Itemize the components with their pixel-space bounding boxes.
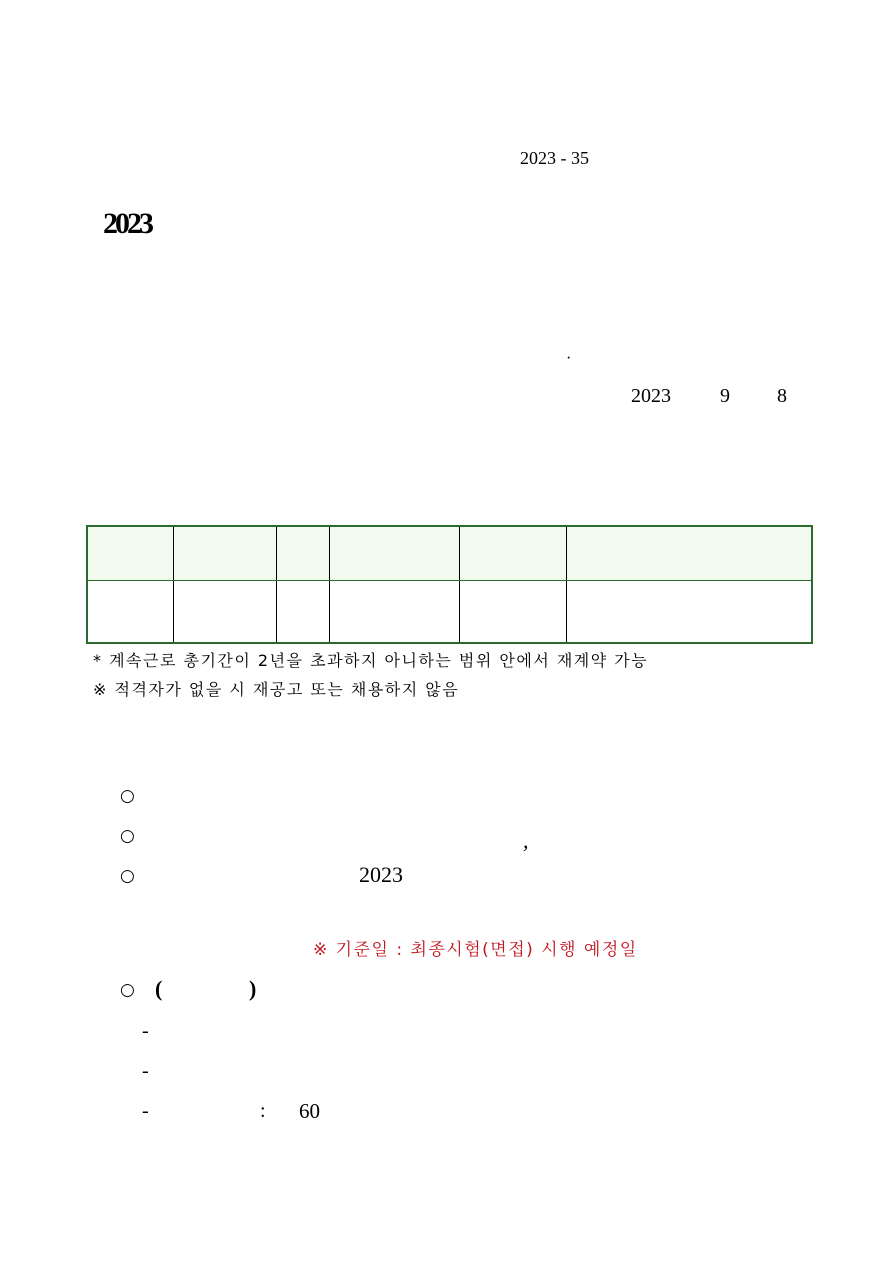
reference-date-note: ※ 기준일 : 최종시험(면접) 시행 예정일 — [313, 940, 638, 960]
bullet-circle-icon: ○ — [120, 786, 135, 806]
table-header-cell — [173, 526, 276, 581]
dot-mark: · — [566, 350, 572, 367]
table-header-cell — [329, 526, 459, 581]
table-row — [87, 581, 812, 644]
table-cell — [276, 581, 329, 644]
position-table — [86, 525, 813, 644]
table-cell — [459, 581, 566, 644]
table-cell — [566, 581, 812, 644]
table-header-cell — [276, 526, 329, 581]
no-qualified-note: ※ 적격자가 없을 시 재공고 또는 채용하지 않음 — [93, 680, 460, 699]
document-number: 2023 - 35 — [520, 148, 589, 168]
bullet-circle-icon: ○ — [120, 980, 135, 1000]
page-title: 2023 — [103, 207, 151, 240]
dash-bullet: - — [142, 1020, 149, 1042]
date-month: 9 — [720, 385, 730, 407]
date-year: 2023 — [631, 385, 671, 407]
table-cell — [173, 581, 276, 644]
table-header-cell — [459, 526, 566, 581]
table-cell — [87, 581, 173, 644]
value-60: 60 — [299, 1099, 320, 1123]
table-header-row — [87, 526, 812, 581]
comma-mark: , — [523, 828, 529, 853]
bullet-circle-icon: ○ — [120, 826, 135, 846]
dash-bullet: - — [142, 1100, 149, 1122]
date-day: 8 — [777, 385, 787, 407]
position-table-container — [86, 525, 811, 643]
year-text: 2023 — [359, 862, 403, 887]
table-cell — [329, 581, 459, 644]
dash-bullet: - — [142, 1060, 149, 1082]
paren-close: ) — [249, 976, 257, 1001]
renewal-note: * 계속근로 총기간이 2년을 초과하지 아니하는 범위 안에서 재계약 가능 — [93, 651, 649, 670]
paren-open: ( — [155, 976, 163, 1001]
colon-mark: : — [260, 1100, 266, 1122]
table-header-cell — [87, 526, 173, 581]
bullet-circle-icon: ○ — [120, 866, 135, 886]
table-header-cell — [566, 526, 812, 581]
